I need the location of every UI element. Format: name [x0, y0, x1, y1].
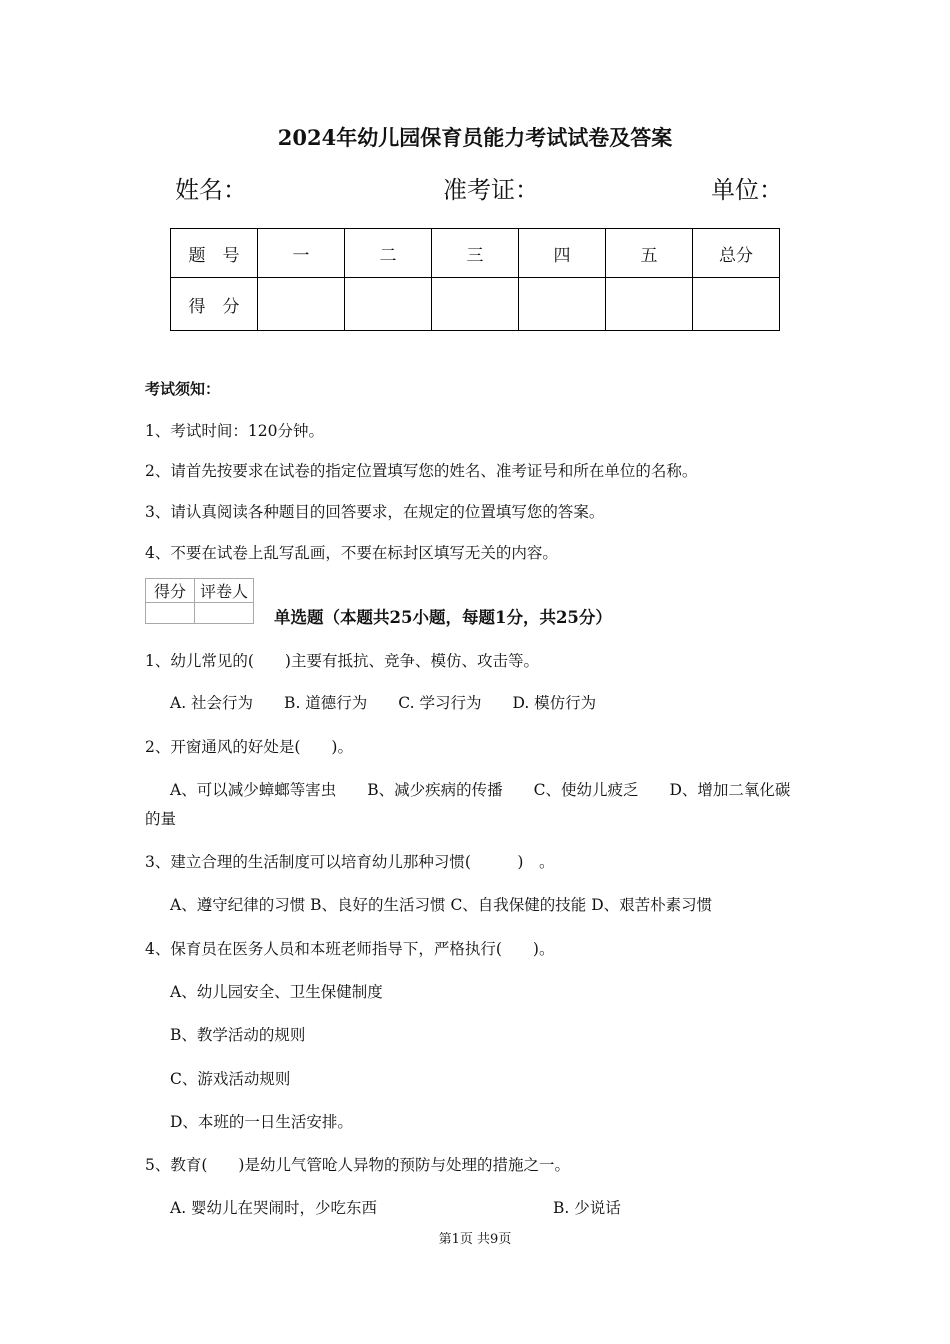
grader-score-cell[interactable]	[146, 603, 195, 624]
score-header-cell: 五	[606, 229, 693, 278]
score-header-cell: 一	[258, 229, 345, 278]
score-cell[interactable]	[693, 278, 780, 331]
notice-heading: 考试须知：	[145, 380, 221, 398]
notice-item: 2、请首先按要求在试卷的指定位置填写您的姓名、准考证号和所在单位的名称。	[145, 462, 698, 480]
section-title: 单选题（本题共25小题，每题1分，共25分）	[274, 608, 612, 627]
page-footer: 第1页 共9页	[438, 1232, 512, 1247]
question-option: D、本班的一日生活安排。	[170, 1113, 353, 1131]
question-option: A. 婴幼儿在哭闹时，少吃东西	[170, 1199, 378, 1217]
question-option: C、游戏活动规则	[170, 1070, 291, 1088]
question-stem: 5、教育( )是幼儿气管呛人异物的预防与处理的措施之一。	[145, 1156, 570, 1174]
question-stem: 1、幼儿常见的( )主要有抵抗、竞争、模仿、攻击等。	[145, 652, 539, 670]
notice-item: 1、考试时间：120分钟。	[145, 422, 324, 440]
grader-box	[145, 578, 254, 624]
score-header-cell: 二	[345, 229, 432, 278]
score-cell[interactable]	[345, 278, 432, 331]
unit-label: 单位：	[711, 176, 783, 204]
score-cell[interactable]	[519, 278, 606, 331]
question-options: A、可以减少蟑螂等害虫 B、减少疾病的传播 C、使幼儿疲乏 D、增加二氧化碳	[170, 781, 791, 799]
page-title: 2024年幼儿园保育员能力考试试卷及答案	[277, 125, 673, 150]
score-row-label: 得 分	[171, 278, 258, 331]
score-header-cell: 题 号	[171, 229, 258, 278]
name-label: 姓名：	[175, 176, 247, 204]
score-header-cell: 三	[432, 229, 519, 278]
notice-item: 4、不要在试卷上乱写乱画，不要在标封区填写无关的内容。	[145, 544, 558, 562]
score-header-cell: 总分	[693, 229, 780, 278]
score-table-header-row	[171, 229, 780, 278]
score-cell[interactable]	[432, 278, 519, 331]
question-option: B. 少说话	[553, 1199, 621, 1217]
score-cell[interactable]	[258, 278, 345, 331]
question-stem: 4、保育员在医务人员和本班老师指导下，严格执行( )。	[145, 940, 555, 958]
score-header-cell: 四	[519, 229, 606, 278]
score-cell[interactable]	[606, 278, 693, 331]
question-options: A、遵守纪律的习惯 B、良好的生活习惯 C、自我保健的技能 D、艰苦朴素习惯	[170, 896, 713, 914]
question-stem: 2、开窗通风的好处是( )。	[145, 738, 353, 756]
grader-name-cell[interactable]	[195, 603, 254, 624]
grader-name-label: 评卷人	[195, 579, 254, 603]
score-table	[170, 228, 780, 331]
question-options-continued: 的量	[145, 810, 177, 828]
question-option: B、教学活动的规则	[170, 1026, 306, 1044]
question-option: A、幼儿园安全、卫生保健制度	[170, 983, 383, 1001]
question-stem: 3、建立合理的生活制度可以培育幼儿那种习惯( ) 。	[145, 853, 555, 871]
score-table-score-row	[171, 278, 780, 331]
notice-item: 3、请认真阅读各种题目的回答要求，在规定的位置填写您的答案。	[145, 503, 605, 521]
exam-id-label: 准考证：	[443, 176, 539, 204]
question-options: A. 社会行为 B. 道德行为 C. 学习行为 D. 模仿行为	[170, 694, 597, 712]
grader-score-label: 得分	[146, 579, 195, 603]
